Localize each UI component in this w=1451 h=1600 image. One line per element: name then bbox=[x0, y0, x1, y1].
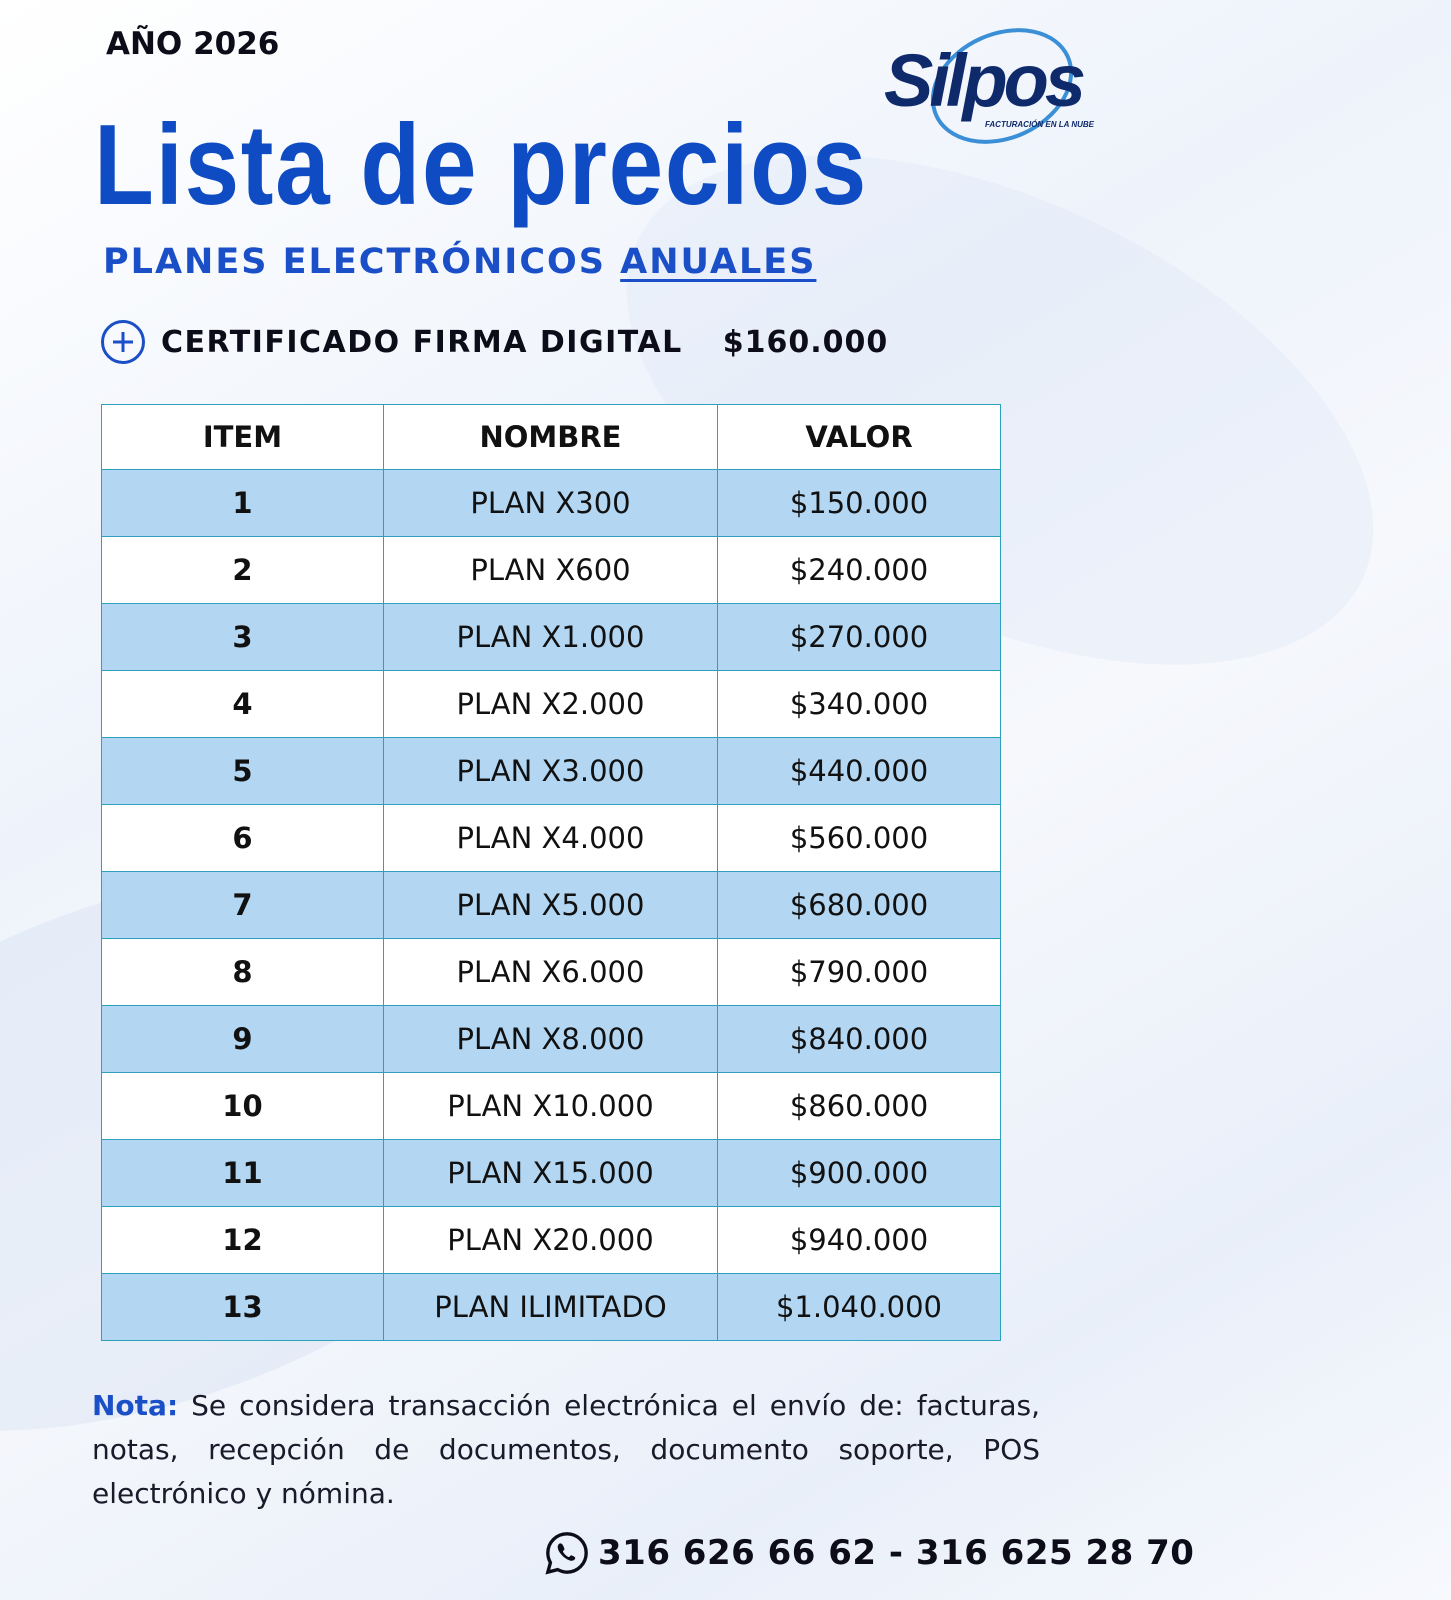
column-header-value: VALOR bbox=[718, 405, 1001, 470]
plus-circle-icon bbox=[101, 320, 145, 364]
table-row bbox=[102, 939, 1001, 1006]
table-row bbox=[102, 1073, 1001, 1140]
row-value: $440.000 bbox=[718, 738, 1001, 805]
table-row bbox=[102, 1274, 1001, 1341]
row-name: PLAN X1.000 bbox=[383, 604, 717, 671]
column-header-item: ITEM bbox=[102, 405, 384, 470]
certificate-label: CERTIFICADO FIRMA DIGITAL bbox=[161, 324, 683, 360]
row-item: 7 bbox=[102, 872, 384, 939]
logo-tagline: FACTURACIÓN EN LA NUBE bbox=[984, 120, 1094, 129]
subtitle-text: PLANES ELECTRÓNICOS bbox=[103, 242, 621, 282]
year-label: AÑO 2026 bbox=[106, 26, 280, 62]
row-value: $340.000 bbox=[718, 671, 1001, 738]
row-item: 2 bbox=[102, 537, 384, 604]
contact-line bbox=[544, 1530, 1194, 1576]
page-title: Lista de precios bbox=[94, 102, 868, 229]
row-name: PLAN X6.000 bbox=[383, 939, 717, 1006]
row-name: PLAN X8.000 bbox=[383, 1006, 717, 1073]
note-text: Se considera transacción electrónica el envío de: facturas, notas, recepción de documentos, documento soporte, POS electrónico y nómina. bbox=[92, 1389, 1040, 1510]
table-row bbox=[102, 604, 1001, 671]
row-value: $240.000 bbox=[718, 537, 1001, 604]
row-name: PLAN X20.000 bbox=[383, 1207, 717, 1274]
row-value: $560.000 bbox=[718, 805, 1001, 872]
row-item: 10 bbox=[102, 1073, 384, 1140]
table-row bbox=[102, 671, 1001, 738]
table-header-row bbox=[102, 405, 1001, 470]
row-item: 13 bbox=[102, 1274, 384, 1341]
silpos-logo bbox=[880, 24, 1100, 159]
row-value: $860.000 bbox=[718, 1073, 1001, 1140]
row-value: $1.040.000 bbox=[718, 1274, 1001, 1341]
row-name: PLAN ILIMITADO bbox=[383, 1274, 717, 1341]
certificate-price: $160.000 bbox=[722, 324, 889, 360]
price-table bbox=[101, 404, 1001, 1341]
subtitle-emphasis: ANUALES bbox=[620, 242, 817, 282]
row-value: $840.000 bbox=[718, 1006, 1001, 1073]
note-paragraph bbox=[92, 1384, 1040, 1516]
row-name: PLAN X15.000 bbox=[383, 1140, 717, 1207]
row-name: PLAN X10.000 bbox=[383, 1073, 717, 1140]
row-item: 8 bbox=[102, 939, 384, 1006]
column-header-name: NOMBRE bbox=[383, 405, 717, 470]
row-item: 11 bbox=[102, 1140, 384, 1207]
table-row bbox=[102, 1006, 1001, 1073]
table-row bbox=[102, 537, 1001, 604]
row-value: $270.000 bbox=[718, 604, 1001, 671]
table-row bbox=[102, 872, 1001, 939]
row-name: PLAN X5.000 bbox=[383, 872, 717, 939]
row-value: $150.000 bbox=[718, 470, 1001, 537]
table-row bbox=[102, 738, 1001, 805]
page-subtitle bbox=[103, 242, 816, 282]
row-value: $900.000 bbox=[718, 1140, 1001, 1207]
row-value: $940.000 bbox=[718, 1207, 1001, 1274]
row-item: 6 bbox=[102, 805, 384, 872]
logo-wordmark: Silpos bbox=[884, 39, 1083, 122]
row-name: PLAN X2.000 bbox=[383, 671, 717, 738]
row-item: 1 bbox=[102, 470, 384, 537]
row-value: $680.000 bbox=[718, 872, 1001, 939]
row-name: PLAN X3.000 bbox=[383, 738, 717, 805]
certificate-line bbox=[101, 317, 888, 367]
row-name: PLAN X600 bbox=[383, 537, 717, 604]
row-name: PLAN X300 bbox=[383, 470, 717, 537]
row-item: 9 bbox=[102, 1006, 384, 1073]
row-item: 5 bbox=[102, 738, 384, 805]
phone-numbers: 316 626 66 62 - 316 625 28 70 bbox=[598, 1533, 1195, 1573]
whatsapp-icon bbox=[544, 1530, 590, 1576]
row-name: PLAN X4.000 bbox=[383, 805, 717, 872]
table-row bbox=[102, 805, 1001, 872]
table-row bbox=[102, 1140, 1001, 1207]
row-value: $790.000 bbox=[718, 939, 1001, 1006]
table-row bbox=[102, 1207, 1001, 1274]
row-item: 3 bbox=[102, 604, 384, 671]
note-label: Nota: bbox=[92, 1389, 179, 1422]
row-item: 4 bbox=[102, 671, 384, 738]
row-item: 12 bbox=[102, 1207, 384, 1274]
table-row bbox=[102, 470, 1001, 537]
